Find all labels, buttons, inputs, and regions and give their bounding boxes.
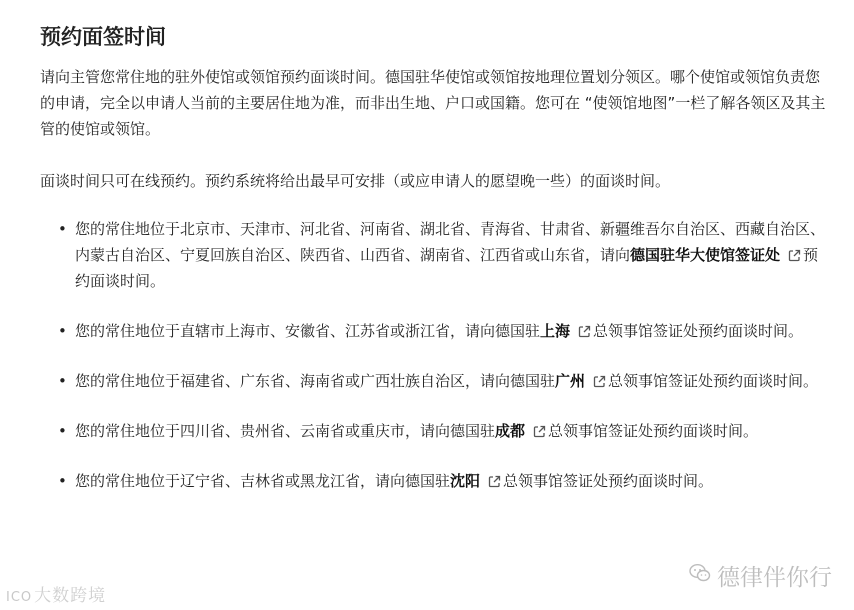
list-item-text: 您的常住地位于直辖市上海市、安徽省、江苏省或浙江省，请向德国驻 (75, 322, 541, 340)
embassy-beijing-link[interactable]: 德国驻华大使馆签证处 (630, 246, 781, 264)
list-item-shenyang (40, 468, 830, 494)
consulate-list (40, 216, 830, 494)
external-link-icon[interactable] (578, 325, 591, 338)
booking-paragraph: 面谈时间只可在线预约。预约系统将给出最早可安排（或应申请人的愿望晚一些）的面谈时间。 (40, 172, 671, 190)
list-item-text: 总领事馆签证处预约面谈时间。 (608, 372, 819, 390)
watermark-right (689, 559, 832, 592)
external-link-icon[interactable] (593, 375, 606, 388)
bullet-icon: • (58, 220, 67, 238)
bullet-icon: • (58, 472, 67, 490)
list-item-beijing (40, 216, 830, 294)
list-item-text: 您的常住地位于北京市、天津市、河北省、河南省、湖北省、青海省、甘肃省、新疆维吾尔自治区、西藏自治区、内蒙古自治区、宁夏回族自治区、陕西省、山西省、湖南省、江西省或山东省，请向 (75, 220, 826, 264)
external-link-icon[interactable] (788, 249, 801, 262)
list-item-text: 您的常住地位于辽宁省、吉林省或黑龙江省，请向德国驻 (75, 472, 451, 490)
watermark-left-text: 大数跨境 (34, 586, 107, 606)
watermark-logo: ICO (6, 590, 33, 605)
wechat-icon (689, 563, 711, 589)
list-item-guangzhou (40, 368, 830, 394)
bullet-icon: • (58, 372, 67, 390)
list-item-chengdu (40, 418, 830, 444)
list-item-text: 您的常住地位于福建省、广东省、海南省或广西壮族自治区，请向德国驻 (75, 372, 556, 390)
list-item-shanghai (40, 318, 830, 344)
consulate-shanghai-link[interactable]: 上海 (540, 322, 571, 340)
consulate-shenyang-link[interactable]: 沈阳 (450, 472, 481, 490)
watermark-left (6, 581, 106, 606)
consulate-chengdu-link[interactable]: 成都 (495, 422, 526, 440)
article-body (40, 0, 830, 494)
external-link-icon[interactable] (533, 425, 546, 438)
watermark-right-text: 德律伴你行 (717, 565, 832, 591)
list-item-text: 总领事馆签证处预约面谈时间。 (503, 472, 714, 490)
bullet-icon: • (58, 422, 67, 440)
list-item-text: 总领事馆签证处预约面谈时间。 (548, 422, 759, 440)
external-link-icon[interactable] (488, 475, 501, 488)
intro-paragraph: 请向主管您常住地的驻外使馆或领馆预约面谈时间。德国驻华使馆或领馆按地理位置划分领区。哪个使馆或领馆负责您的申请，完全以申请人当前的主要居住地为准，而非出生地、户口或国籍。您可在 “使领馆地图”一栏了解各领区及其主管的使馆或领馆。 (40, 68, 826, 138)
bullet-icon: • (58, 322, 67, 340)
list-item-text: 总领事馆签证处预约面谈时间。 (593, 322, 804, 340)
consulate-guangzhou-link[interactable]: 广州 (555, 372, 586, 390)
page-title: 预约面签时间 (40, 25, 166, 49)
list-item-text: 您的常住地位于四川省、贵州省、云南省或重庆市，请向德国驻 (75, 422, 496, 440)
list-item-text: 预约面谈时间。 (75, 246, 819, 290)
